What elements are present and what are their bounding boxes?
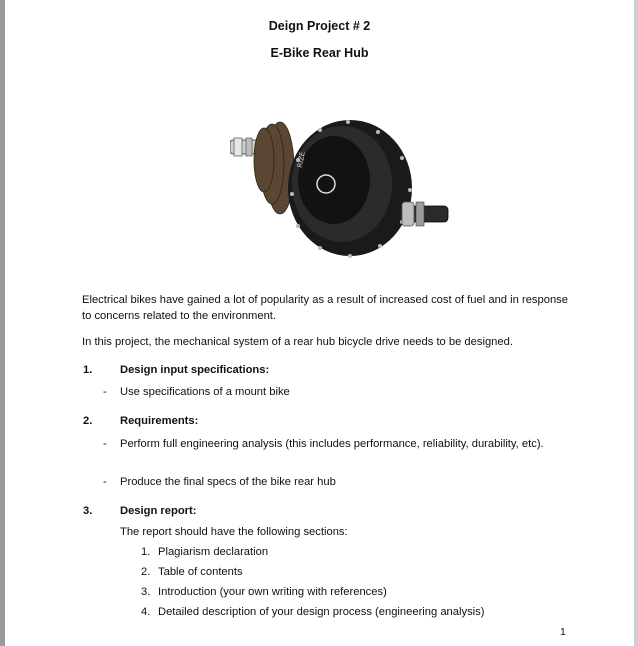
report-list-number: 3.: [141, 586, 151, 598]
viewer-right-scrollbar[interactable]: [634, 0, 638, 646]
hub-logo-text: RIZE: [296, 151, 307, 169]
report-list-item: Introduction (your own writing with references): [158, 586, 387, 598]
section-3-number: 3.: [83, 505, 93, 517]
report-list-item: Detailed description of your design process (engineering analysis): [158, 606, 485, 618]
section-2-heading: Requirements:: [120, 415, 199, 427]
report-list-item: Table of contents: [158, 566, 243, 578]
section-1-heading: Design input specifications:: [120, 364, 270, 376]
report-list-number: 1.: [141, 546, 151, 558]
rear-hub-motor-image: [230, 98, 450, 278]
section-2-bullet-2: Produce the final specs of the bike rear hub: [120, 476, 336, 488]
report-list-number: 4.: [141, 606, 151, 618]
section-2-bullet-1: Perform full engineering analysis (this includes performance, reliability, durability, etc).: [120, 438, 544, 450]
intro-paragraph: Electrical bikes have gained a lot of popularity as a result of increased cost of fuel and in response to concerns related to the environment.: [82, 294, 568, 322]
document-page: [5, 0, 634, 646]
section-1-number: 1.: [83, 364, 93, 376]
section-2-number: 2.: [83, 415, 93, 427]
document-title: Deign Project # 2: [268, 19, 371, 33]
report-list-item: Plagiarism declaration: [158, 546, 269, 558]
section-1-bullet-1: Use specifications of a mount bike: [120, 386, 290, 398]
section-3-lead: The report should have the following sections:: [120, 526, 348, 538]
bullet-marker: -: [103, 476, 107, 488]
project-statement: In this project, the mechanical system of a rear hub bicycle drive needs to be designed.: [82, 336, 513, 348]
document-subtitle: E-Bike Rear Hub: [270, 46, 369, 60]
report-list-number: 2.: [141, 566, 151, 578]
bullet-marker: -: [103, 386, 107, 398]
section-3-heading: Design report:: [120, 505, 197, 517]
page-number: 1: [560, 626, 566, 638]
bullet-marker: -: [103, 438, 107, 450]
